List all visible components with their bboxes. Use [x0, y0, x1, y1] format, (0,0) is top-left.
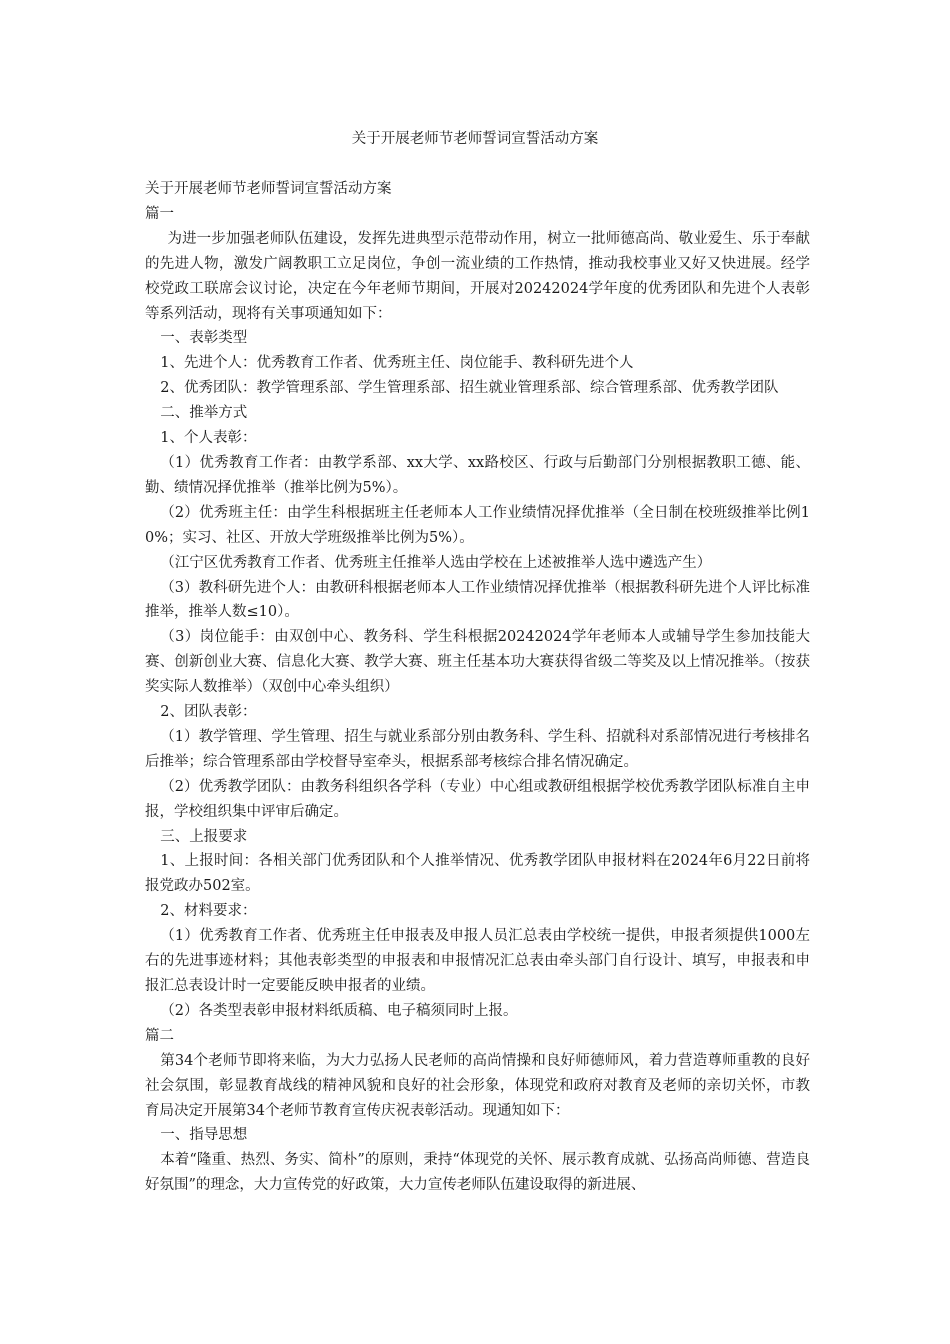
paragraph: （江宁区优秀教育工作者、优秀班主任推举人选由学校在上述被推举人选中遴选产生）	[160, 554, 712, 571]
paragraph: （2）优秀班主任：由学生科根据班主任老师本人工作业绩情况择优推举（全日制在校班级推举比例10%；实习、社区、开放大学班级推举比例为5%）。	[145, 504, 810, 546]
paragraph: （1）优秀教育工作者、优秀班主任申报表及申报人员汇总表由学校统一提供，申报者须提供1000左右的先进事迹材料；其他表彰类型的申报表和申报情况汇总表由牵头部门自行设计、填写，申报表和申报汇总表设计时一定要能反映申报者的业绩。	[145, 928, 810, 994]
paragraph: （1）教学管理、学生管理、招生与就业系部分别由教务科、学生科、招就科对系部情况进行考核排名后推举；综合管理系部由学校督导室牵头，根据系部考核综合排名情况确定。	[145, 728, 810, 770]
paragraph: 2、优秀团队：教学管理系部、学生管理系部、招生就业管理系部、综合管理系部、优秀教学团队	[160, 380, 779, 397]
paragraph: 第34个老师节即将来临，为大力弘扬人民老师的高尚情操和良好师德师风，着力营造尊师重教的良好社会氛围，彰显教育战线的精神风貌和良好的社会形象，体现党和政府对教育及老师的亲切关怀，市教育局决定开展第34个老师节教育宣传庆祝表彰活动。现通知如下：	[145, 1052, 810, 1119]
paragraph: （3）岗位能手：由双创中心、教务科、学生科根据20242024学年老师本人或辅导学生参加技能大赛、创新创业大赛、信息化大赛、教学大赛、班主任基本功大赛获得省级二等奖及以上情况推举。（按获奖实际人数推举）（双创中心牵头组织）	[145, 629, 810, 696]
document-body	[145, 177, 810, 1198]
paragraph: 一、指导思想	[160, 1127, 248, 1144]
paragraph: （2）各类型表彰申报材料纸质稿、电子稿须同时上报。	[160, 1002, 518, 1019]
paragraph: 篇二	[145, 1027, 174, 1044]
paragraph: 2、团队表彰：	[160, 704, 257, 721]
paragraph: 为进一步加强老师队伍建设，发挥先进典型示范带动作用，树立一批师德高尚、敬业爱生、乐于奉献的先进人物，激发广阔教职工立足岗位，争创一流业绩的工作热情，推动我校事业又好又快进展。经学校党政工联席会议讨论，决定在今年老师节期间，开展对20242024学年度的优秀团队和先进个人表彰等系列活动，现将有关事项通知如下：	[145, 230, 810, 322]
paragraph: （1）优秀教育工作者：由教学系部、xx大学、xx路校区、行政与后勤部门分别根据教职工德、能、勤、绩情况择优推举（推举比例为5%）。	[145, 454, 810, 496]
paragraph: 本着“隆重、热烈、务实、简朴”的原则，秉持“体现党的关怀、展示教育成就、弘扬高尚师德、营造良好氛围”的理念，大力宣传党的好政策，大力宣传老师队伍建设取得的新进展、	[145, 1152, 810, 1194]
document-title: 关于开展老师节老师誓词宣誓活动方案	[351, 131, 599, 147]
paragraph: 1、先进个人：优秀教育工作者、优秀班主任、岗位能手、教科研先进个人	[160, 355, 634, 372]
paragraph: 关于开展老师节老师誓词宣誓活动方案	[145, 181, 392, 197]
paragraph: （2）优秀教学团队：由教务科组织各学科（专业）中心组或教研组根据学校优秀教学团队标准自主申报，学校组织集中评审后确定。	[145, 778, 810, 820]
paragraph: 2、材料要求：	[160, 903, 257, 920]
paragraph: 三、上报要求	[160, 828, 248, 845]
paragraph: 1、个人表彰：	[160, 430, 257, 447]
paragraph: 篇一	[145, 205, 174, 222]
paragraph: 二、推举方式	[160, 405, 248, 422]
paragraph: 一、表彰类型	[160, 330, 248, 347]
paragraph: 1、上报时间：各相关部门优秀团队和个人推举情况、优秀教学团队申报材料在2024年6月22日前将报党政办502室。	[145, 853, 810, 895]
paragraph: （3）教科研先进个人：由教研科根据老师本人工作业绩情况择优推举（根据教科研先进个人评比标准推举，推举人数≤10）。	[145, 579, 810, 621]
